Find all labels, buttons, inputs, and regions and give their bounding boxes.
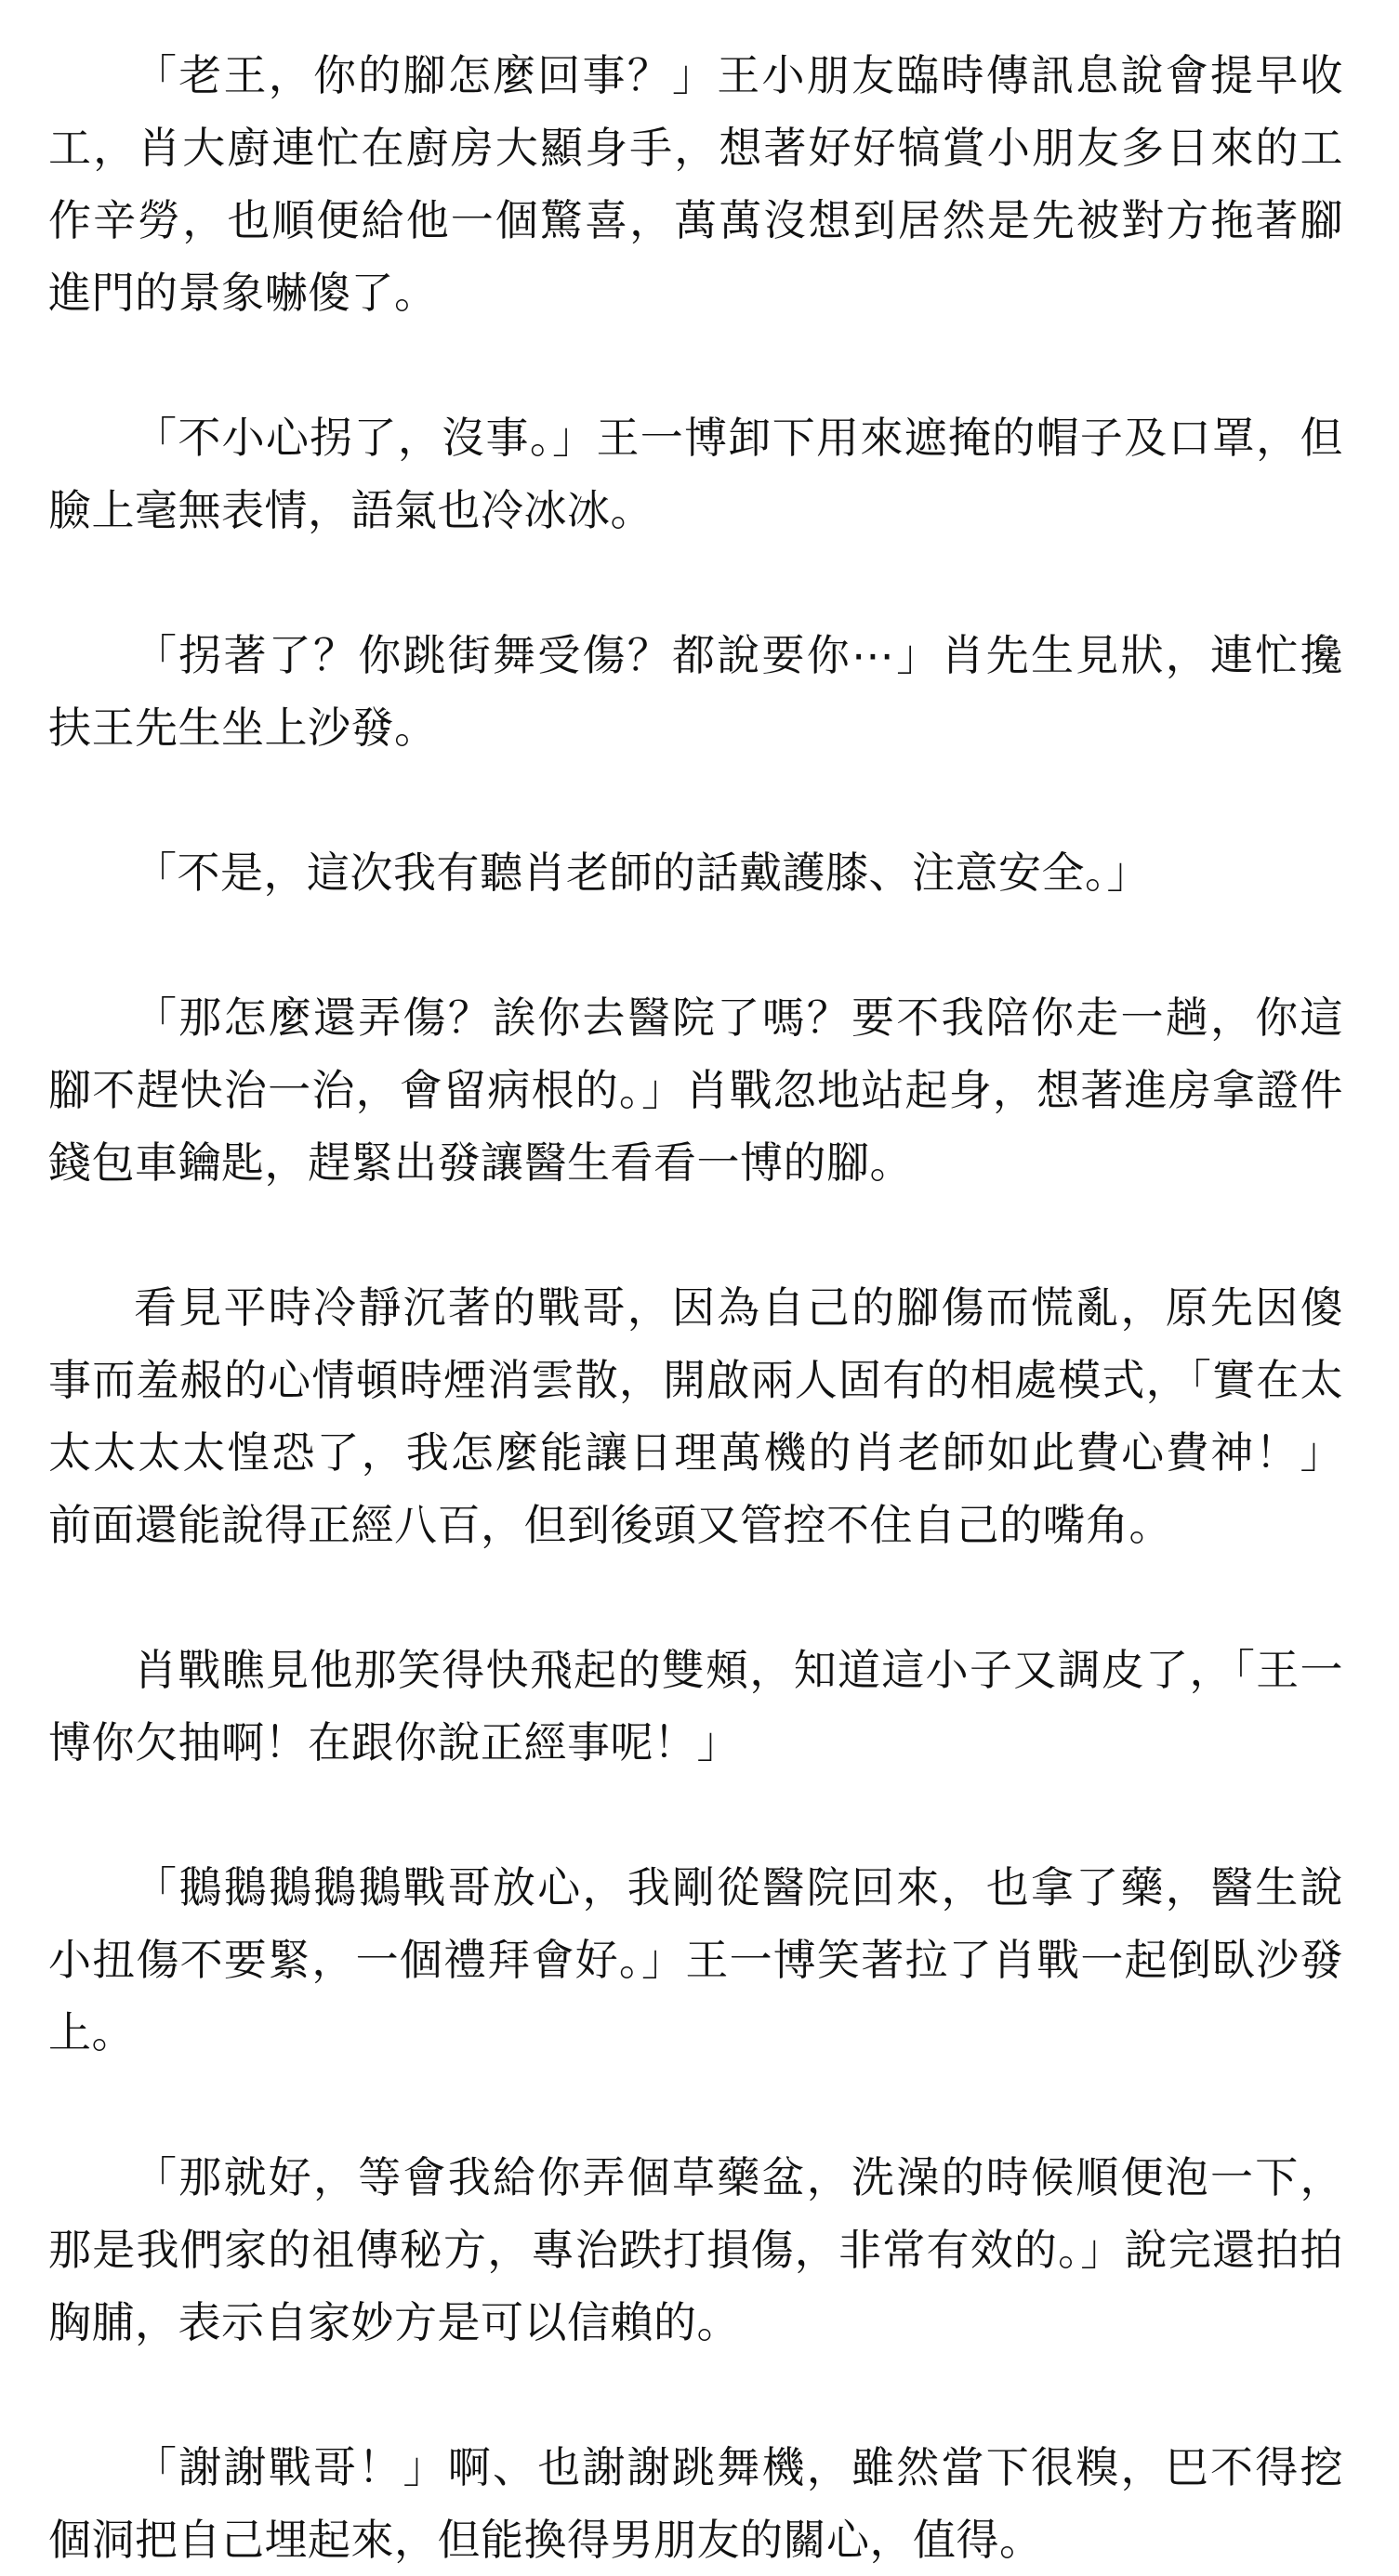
- paragraph-5: 「那怎麼還弄傷？誒你去醫院了嗎？要不我陪你走一趟，你這腳不趕快治一治，會留病根的。」肖戰忽地站起身，想著進房拿證件錢包車鑰匙，趕緊出發讓醫生看看一博的腳。: [48, 992, 1343, 1188]
- paragraph-8: 「鵝鵝鵝鵝鵝戰哥放心，我剛從醫院回來，也拿了藥，醫生說小扭傷不要緊，一個禮拜會好。」王一博笑著拉了肖戰一起倒臥沙發上。: [48, 1862, 1343, 2057]
- paragraph-1: 「老王，你的腳怎麼回事？」王小朋友臨時傳訊息說會提早收工，肖大廚連忙在廚房大顯身手，想著好好犒賞小朋友多日來的工作辛勞，也順便給他一個驚喜，萬萬沒想到居然是先被對方拖著腳進門的景象嚇傻了。: [48, 50, 1343, 318]
- paragraph-4: 「不是，這次我有聽肖老師的話戴護膝、注意安全。」: [134, 848, 1150, 898]
- paragraph-9: 「那就好，等會我給你弄個草藥盆，洗澡的時候順便泡一下，那是我們家的祖傳秘方，專治跌打損傷，非常有效的。」說完還拍拍胸脯，表示自家妙方是可以信賴的。: [48, 2152, 1343, 2347]
- paragraph-3: 「拐著了？你跳街舞受傷？都說要你⋯」肖先生見狀，連忙攙扶王先生坐上沙發。: [48, 630, 1343, 753]
- paragraph-2: 「不小心拐了，沒事。」王一博卸下用來遮掩的帽子及口罩，但臉上毫無表情，語氣也冷冰冰。: [48, 413, 1343, 535]
- paragraph-6: 看見平時冷靜沉著的戰哥，因為自己的腳傷而慌亂，原先因傻事而羞赧的心情頓時煙消雲散，開啟兩人固有的相處模式，「實在太太太太太惶恐了，我怎麼能讓日理萬機的肖老師如此費心費神！」前面還能說得正經八百，但到後頭又管控不住自己的嘴角。: [48, 1282, 1343, 1550]
- paragraph-7: 肖戰瞧見他那笑得快飛起的雙頰，知道這小子又調皮了，「王一博你欠抽啊！在跟你說正經事呢！」: [48, 1645, 1343, 1768]
- paragraph-10: 「謝謝戰哥！」啊、也謝謝跳舞機，雖然當下很糗，巴不得挖個洞把自己埋起來，但能換得男朋友的關心，值得。: [48, 2442, 1343, 2565]
